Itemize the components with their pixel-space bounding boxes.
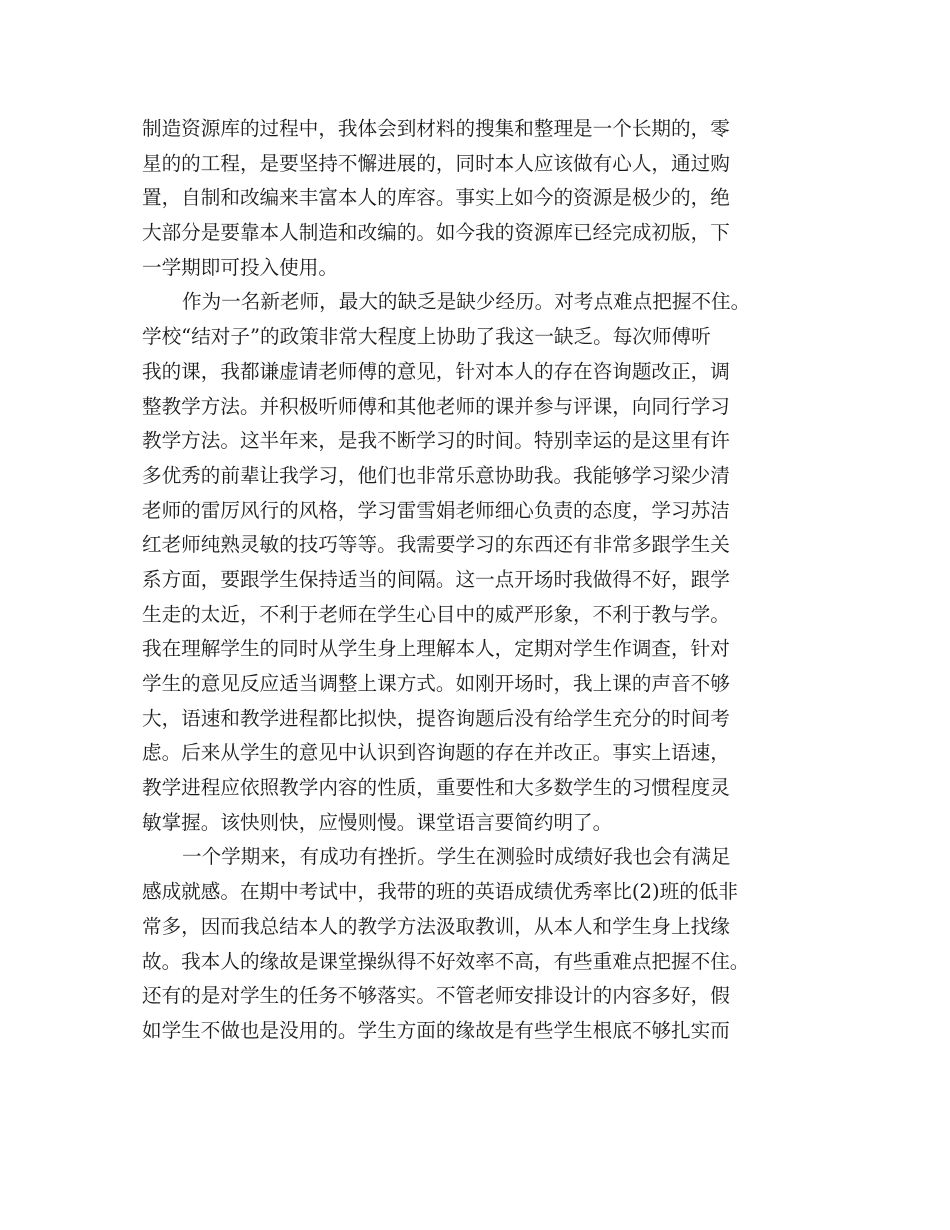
text-line [142, 181, 812, 216]
text-line [142, 910, 812, 945]
line-text: 故。我本人的缘故是课堂操纵得不好效率不高，有些重难点把握不住。 [142, 949, 750, 973]
text-line [142, 702, 812, 737]
text-line [142, 563, 812, 598]
line-text: 感成就感。在期中考试中，我带的班的英语成绩优秀率比(2)班的低非 [142, 880, 738, 904]
text-line [142, 875, 812, 910]
line-text: 制造资源库的过程中，我体会到材料的搜集和整理是一个长期的，零 [142, 117, 730, 140]
text-line [142, 459, 812, 494]
line-text: 星的的工程，是要坚持不懈进展的，同时本人应该做有心人，通过购 [142, 151, 730, 175]
line-text: 一学期即可投入使用。 [142, 255, 338, 279]
paragraph [142, 840, 812, 1048]
line-text: 大部分是要靠本人制造和改编的。如今我的资源库已经完成初版，下 [142, 221, 730, 245]
text-line [142, 320, 812, 355]
line-text: 老师的雷厉风行的风格，学习雷雪娟老师细心负责的态度，学习苏洁 [142, 498, 730, 522]
line-text: 红老师纯熟灵敏的技巧等等。我需要学习的东西还有非常多跟学生关 [142, 533, 730, 557]
text-line [142, 945, 812, 980]
line-text: 学校“结对子”的政策非常大程度上协助了我这一缺乏。每次师傅听 [142, 325, 711, 349]
text-line [142, 147, 812, 182]
line-text: 还有的是对学生的任务不够落实。不管老师安排设计的内容多好，假 [142, 984, 730, 1008]
text-line [142, 979, 812, 1014]
text-line [142, 598, 812, 633]
line-text: 生走的太近，不利于老师在学生心目中的威严形象，不利于教与学。 [142, 602, 730, 626]
text-line [142, 285, 812, 320]
text-line [142, 251, 812, 286]
text-line [142, 840, 812, 875]
line-text: 系方面，要跟学生保持适当的间隔。这一点开场时我做得不好，跟学 [142, 567, 730, 591]
line-text: 作为一名新老师，最大的缺乏是缺少经历。对考点难点把握不住。 [182, 290, 751, 314]
line-text: 教学进程应依照教学内容的性质，重要性和大多数学生的习惯程度灵 [142, 776, 730, 800]
line-text: 我的课，我都谦虚请老师傅的意见，针对本人的存在咨询题改正，调 [142, 359, 730, 383]
text-line [142, 736, 812, 771]
line-text: 大，语速和教学进程都比拟快，提咨询题后没有给学生充分的时间考 [142, 706, 730, 730]
line-text: 敏掌握。该快则快，应慢则慢。课堂语言要简约明了。 [142, 810, 613, 834]
line-text: 教学方法。这半年来，是我不断学习的时间。特别幸运的是这里有许 [142, 429, 730, 453]
line-text: 整教学方法。并积极听师傅和其他老师的课并参与评课，向同行学习 [142, 394, 730, 418]
line-text: 虑。后来从学生的意见中认识到咨询题的存在并改正。事实上语速， [142, 741, 730, 765]
text-line [142, 355, 812, 390]
text-line [142, 494, 812, 529]
paragraph [142, 285, 812, 840]
text-line [142, 112, 812, 147]
text-line [142, 632, 812, 667]
line-text: 学生的意见反应适当调整上课方式。如刚开场时，我上课的声音不够 [142, 672, 730, 695]
text-line [142, 390, 812, 425]
line-text: 置，自制和改编来丰富本人的库容。事实上如今的资源是极少的，绝 [142, 186, 730, 210]
document-body [142, 112, 812, 1049]
text-line [142, 528, 812, 563]
paragraph [142, 112, 812, 285]
line-text: 如学生不做也是没用的。学生方面的缘故是有些学生根底不够扎实而 [142, 1018, 730, 1042]
text-line [142, 216, 812, 251]
line-text: 多优秀的前辈让我学习，他们也非常乐意协助我。我能够学习梁少清 [142, 463, 730, 487]
text-line [142, 667, 812, 702]
text-line [142, 1014, 812, 1049]
text-line [142, 806, 812, 841]
line-text: 常多，因而我总结本人的教学方法汲取教训，从本人和学生身上找缘 [142, 914, 730, 938]
text-line [142, 424, 812, 459]
line-text: 一个学期来，有成功有挫折。学生在测验时成绩好我也会有满足 [182, 845, 731, 869]
line-text: 我在理解学生的同时从学生身上理解本人，定期对学生作调查，针对 [142, 637, 730, 661]
text-line [142, 771, 812, 806]
